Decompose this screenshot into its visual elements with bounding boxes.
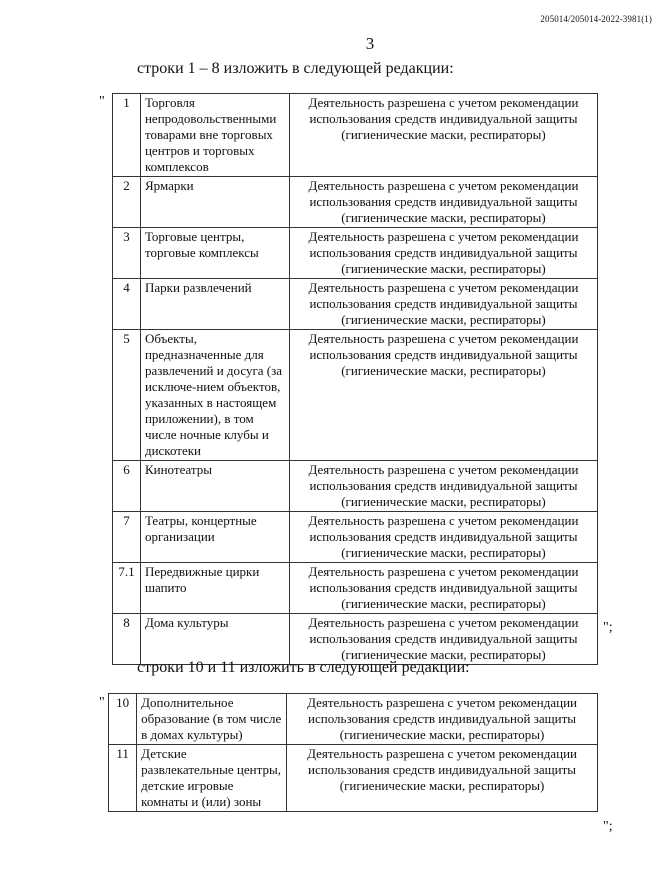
row-number: 3 — [113, 228, 141, 279]
section2-table — [108, 693, 598, 812]
row-activity: Торговые центры, торговые комплексы — [140, 228, 289, 279]
row-activity: Дополнительное образование (в том числе в домах культуры) — [137, 694, 287, 745]
row-restriction: Деятельность разрешена с учетом рекомендации использования средств индивидуальной защиты (гигиенические маски, респираторы) — [289, 177, 597, 228]
table-row — [113, 228, 598, 279]
row-restriction: Деятельность разрешена с учетом рекомендации использования средств индивидуальной защиты (гигиенические маски, респираторы) — [289, 228, 597, 279]
section1-close-quote: "; — [603, 620, 613, 635]
row-number: 11 — [109, 745, 137, 812]
row-number: 1 — [113, 94, 141, 177]
row-activity: Кинотеатры — [140, 461, 289, 512]
section1-table — [112, 93, 598, 665]
row-activity: Театры, концертные организации — [140, 512, 289, 563]
section1-instruction: строки 1 – 8 изложить в следующей редакции: — [137, 60, 454, 77]
section2-open-quote: " — [99, 695, 105, 710]
row-number: 2 — [113, 177, 141, 228]
row-restriction: Деятельность разрешена с учетом рекомендации использования средств индивидуальной защиты (гигиенические маски, респираторы) — [289, 563, 597, 614]
row-number: 5 — [113, 330, 141, 461]
row-number: 6 — [113, 461, 141, 512]
table-row — [113, 614, 598, 665]
row-number: 7.1 — [113, 563, 141, 614]
table-row — [113, 563, 598, 614]
row-restriction: Деятельность разрешена с учетом рекомендации использования средств индивидуальной защиты (гигиенические маски, респираторы) — [289, 461, 597, 512]
row-activity: Детские развлекательные центры, детские игровые комнаты и (или) зоны — [137, 745, 287, 812]
row-restriction: Деятельность разрешена с учетом рекомендации использования средств индивидуальной защиты (гигиенические маски, респираторы) — [289, 330, 597, 461]
row-number: 8 — [113, 614, 141, 665]
row-restriction: Деятельность разрешена с учетом рекомендации использования средств индивидуальной защиты (гигиенические маски, респираторы) — [289, 614, 597, 665]
section2-close-quote: "; — [603, 819, 613, 834]
row-restriction: Деятельность разрешена с учетом рекомендации использования средств индивидуальной защиты (гигиенические маски, респираторы) — [287, 745, 598, 812]
row-activity: Объекты, предназначенные для развлечений и досуга (за исключе-нием объектов, указанных в настоящем приложении), в том числе ночные клубы и дискотеки — [140, 330, 289, 461]
table-row — [109, 745, 598, 812]
table-row — [113, 461, 598, 512]
row-activity: Парки развлечений — [140, 279, 289, 330]
table-row — [113, 330, 598, 461]
row-restriction: Деятельность разрешена с учетом рекомендации использования средств индивидуальной защиты (гигиенические маски, респираторы) — [289, 512, 597, 563]
row-number: 10 — [109, 694, 137, 745]
row-number: 4 — [113, 279, 141, 330]
section1-open-quote: " — [99, 94, 105, 109]
row-restriction: Деятельность разрешена с учетом рекомендации использования средств индивидуальной защиты (гигиенические маски, респираторы) — [287, 694, 598, 745]
row-activity: Дома культуры — [140, 614, 289, 665]
page-number: 3 — [365, 34, 375, 53]
row-number: 7 — [113, 512, 141, 563]
row-activity: Ярмарки — [140, 177, 289, 228]
table-row — [113, 279, 598, 330]
row-activity: Торговля непродовольственными товарами вне торговых центров и торговых комплексов — [140, 94, 289, 177]
row-restriction: Деятельность разрешена с учетом рекомендации использования средств индивидуальной защиты (гигиенические маски, респираторы) — [289, 94, 597, 177]
table-row — [113, 177, 598, 228]
row-restriction: Деятельность разрешена с учетом рекомендации использования средств индивидуальной защиты (гигиенические маски, респираторы) — [289, 279, 597, 330]
table-row — [109, 694, 598, 745]
table-row — [113, 512, 598, 563]
document-id: 205014/205014-2022-3981(1) — [540, 14, 652, 24]
row-activity: Передвижные цирки шапито — [140, 563, 289, 614]
section2-instruction: строки 10 и 11 изложить в следующей редакции: — [137, 659, 470, 676]
table-row — [113, 94, 598, 177]
